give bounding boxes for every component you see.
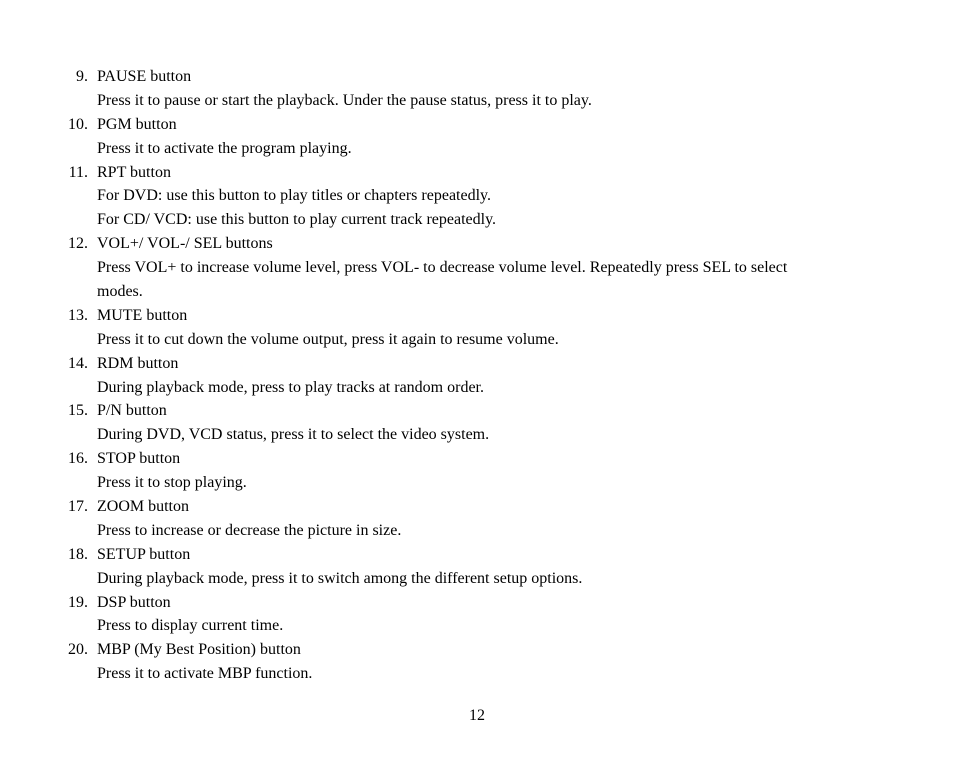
list-item <box>0 638 954 686</box>
item-heading: ZOOM button <box>97 498 189 516</box>
list-item <box>0 399 954 447</box>
item-number: 10. <box>68 115 88 133</box>
item-heading: PGM button <box>97 115 177 133</box>
list-item <box>0 447 954 495</box>
list-item <box>0 591 954 639</box>
item-number: 13. <box>68 306 88 324</box>
item-number: 9. <box>76 68 88 85</box>
item-description: Press it to pause or start the playback. Under the pause status, press it to play. <box>97 91 592 109</box>
item-description: During playback mode, press it to switch among the different setup options. <box>97 569 583 587</box>
item-number: 11. <box>68 163 88 181</box>
list-item <box>0 543 954 591</box>
item-description: For CD/ VCD: use this button to play current track repeatedly. <box>97 211 497 229</box>
item-heading: VOL+/ VOL-/ SEL buttons <box>97 235 273 253</box>
item-heading: RPT button <box>97 163 171 181</box>
item-heading: RDM button <box>97 354 179 372</box>
page-number: 12 <box>469 707 485 724</box>
item-heading: SETUP button <box>97 545 191 563</box>
list-item <box>0 232 954 304</box>
item-number: 20. <box>68 641 88 659</box>
button-description-list <box>0 65 954 686</box>
item-heading: MBP (My Best Position) button <box>97 641 301 659</box>
item-heading: P/N button <box>97 402 167 420</box>
item-description: Press VOL+ to increase volume level, press VOL- to decrease volume level. Repeatedly press SEL to select <box>97 259 788 277</box>
list-item <box>0 352 954 400</box>
item-heading: MUTE button <box>97 306 188 324</box>
item-description: Press it to cut down the volume output, press it again to resume volume. <box>97 330 559 348</box>
item-number: 19. <box>68 593 88 611</box>
item-description: During DVD, VCD status, press it to select the video system. <box>97 426 490 444</box>
list-item <box>0 161 954 233</box>
item-number: 15. <box>68 402 88 420</box>
item-description: For DVD: use this button to play titles or chapters repeatedly. <box>97 187 491 205</box>
list-item <box>0 304 954 352</box>
item-description: Press it to activate MBP function. <box>97 665 313 683</box>
item-description: During playback mode, press to play tracks at random order. <box>97 378 484 396</box>
item-number: 17. <box>68 498 88 516</box>
item-description: Press it to stop playing. <box>97 474 247 492</box>
item-number: 16. <box>68 450 88 468</box>
item-number: 12. <box>68 235 88 253</box>
item-number: 18. <box>68 545 88 563</box>
item-description: Press to display current time. <box>97 617 284 635</box>
item-heading: DSP button <box>97 593 171 611</box>
item-description: Press to increase or decrease the picture in size. <box>97 521 402 539</box>
item-heading: STOP button <box>97 450 181 468</box>
item-number: 14. <box>68 354 88 372</box>
list-item <box>0 113 954 161</box>
item-heading: PAUSE button <box>97 68 192 85</box>
list-item <box>0 495 954 543</box>
list-item <box>0 65 954 113</box>
item-description: Press it to activate the program playing. <box>97 139 352 157</box>
item-description: modes. <box>97 283 143 301</box>
